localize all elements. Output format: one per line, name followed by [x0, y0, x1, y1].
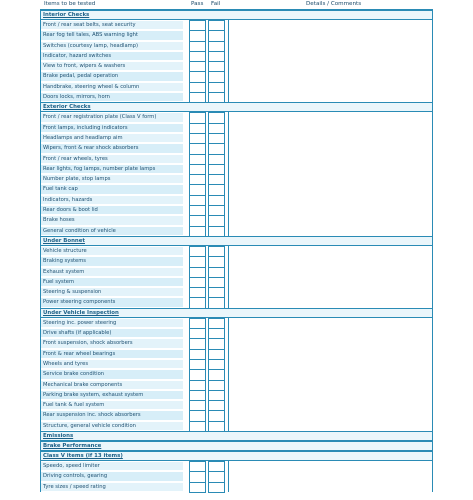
checklist-grid	[40, 9, 433, 492]
item-label: Speedo, speed limiter	[41, 462, 183, 470]
comments-column-header: Details / Comments	[306, 1, 362, 7]
checklist-row	[41, 359, 432, 369]
checklist-row	[41, 328, 432, 338]
checklist-row	[41, 184, 432, 194]
section	[41, 10, 432, 102]
checklist-row	[41, 482, 432, 492]
items-column-header: Items to be tested	[44, 1, 96, 7]
checklist-row	[41, 164, 432, 174]
item-label: Power steering components	[41, 298, 183, 306]
checklist-row	[41, 92, 432, 102]
fail-checkbox[interactable]	[208, 482, 225, 493]
checklist-row	[41, 154, 432, 164]
section	[41, 441, 432, 451]
item-label: Fuel system	[41, 278, 183, 286]
fail-column-header: Fail	[211, 1, 221, 7]
checklist-row	[41, 112, 432, 122]
item-label: Fuel tank cap	[41, 185, 183, 193]
checklist-row	[41, 390, 432, 400]
checklist-row	[41, 51, 432, 61]
checklist-row	[41, 133, 432, 143]
item-label: Rear suspension inc. shock absorbers	[41, 411, 183, 419]
item-label: Front lamps, including indicators	[41, 124, 183, 132]
section-title: Under Vehicle Inspection	[41, 308, 432, 318]
section-title: Emissions	[41, 431, 432, 441]
checklist-row	[41, 82, 432, 92]
checklist-row	[41, 297, 432, 307]
checklist-row	[41, 123, 432, 133]
checklist-row	[41, 143, 432, 153]
item-label: Drive shafts (if applicable)	[41, 329, 183, 337]
item-label: Number plate, stop lamps	[41, 175, 183, 183]
section	[41, 102, 432, 236]
item-label: Steering inc. power steering	[41, 319, 183, 327]
item-label: Structure, general vehicle condition	[41, 422, 183, 430]
item-label: Driving controls, gearing	[41, 472, 183, 480]
checklist-row	[41, 61, 432, 71]
item-label: Front / rear seat belts, seat security	[41, 21, 183, 29]
item-label: Mechanical brake components	[41, 381, 183, 389]
checklist-row	[41, 195, 432, 205]
checklist-row	[41, 174, 432, 184]
item-label: Wheels and tyres	[41, 360, 183, 368]
item-label: Rear fog tell tales, ABS warning light	[41, 31, 183, 39]
checklist-row	[41, 215, 432, 225]
checklist-row	[41, 380, 432, 390]
item-label: Brake pedal, pedal operation	[41, 72, 183, 80]
section-title: Interior Checks	[41, 10, 432, 20]
item-label: Braking systems	[41, 257, 183, 265]
section	[41, 451, 432, 492]
item-label: Indicator, hazard switches	[41, 52, 183, 60]
item-label: Indicators, hazards	[41, 196, 183, 204]
item-label: Fuel tank & fuel system	[41, 401, 183, 409]
section-title: Class V items (if 13 items)	[41, 451, 432, 461]
item-label: Steering & suspension	[41, 288, 183, 296]
checklist-row	[41, 338, 432, 348]
checklist-row	[41, 41, 432, 51]
item-label: Exhaust system	[41, 268, 183, 276]
checklist-row	[41, 461, 432, 471]
item-label: Rear doors & boot lid	[41, 206, 183, 214]
item-label: Service brake condition	[41, 370, 183, 378]
checklist-row	[41, 256, 432, 266]
checklist-row	[41, 20, 432, 30]
checklist-row	[41, 205, 432, 215]
checklist-row	[41, 226, 432, 236]
section	[41, 236, 432, 308]
checklist-row	[41, 246, 432, 256]
item-label: Tyre sizes / speed rating	[41, 483, 183, 491]
checklist-row	[41, 71, 432, 81]
checklist-row	[41, 421, 432, 431]
section	[41, 308, 432, 431]
item-label: Rear lights, fog lamps, number plate lamps	[41, 165, 183, 173]
checklist-row	[41, 267, 432, 277]
checklist-row	[41, 400, 432, 410]
item-label: Switches (courtesy lamp, headlamp)	[41, 42, 183, 50]
item-label: Handbrake, steering wheel & column	[41, 83, 183, 91]
checklist-row	[41, 277, 432, 287]
checklist-row	[41, 471, 432, 481]
item-label: Parking brake system, exhaust system	[41, 391, 183, 399]
inspection-checklist	[40, 0, 433, 492]
item-label: Vehicle structure	[41, 247, 183, 255]
checklist-row	[41, 30, 432, 40]
item-label: Front suspension, shock absorbers	[41, 339, 183, 347]
checklist-row	[41, 410, 432, 420]
item-label: Front / rear wheels, tyres	[41, 155, 183, 163]
section-title: Brake Performance	[41, 441, 432, 451]
section	[41, 431, 432, 441]
pass-checkbox[interactable]	[189, 482, 206, 493]
table-header	[40, 0, 433, 9]
checklist-row	[41, 287, 432, 297]
item-label: Headlamps and headlamp aim	[41, 134, 183, 142]
item-label: View to front, wipers & washers	[41, 62, 183, 70]
checklist-row	[41, 369, 432, 379]
item-label: Front / rear registration plate (Class V form)	[41, 113, 183, 121]
checklist-row	[41, 318, 432, 328]
item-label: Wipers, front & rear shock absorbers	[41, 144, 183, 152]
section-title: Under Bonnet	[41, 236, 432, 246]
section-title: Exterior Checks	[41, 102, 432, 112]
item-label: Brake hoses	[41, 216, 183, 224]
item-label: Front & rear wheel bearings	[41, 350, 183, 358]
item-label: Doors locks, mirrors, horn	[41, 93, 183, 101]
checklist-row	[41, 349, 432, 359]
pass-column-header: Pass	[191, 1, 204, 7]
item-label: General condition of vehicle	[41, 227, 183, 235]
